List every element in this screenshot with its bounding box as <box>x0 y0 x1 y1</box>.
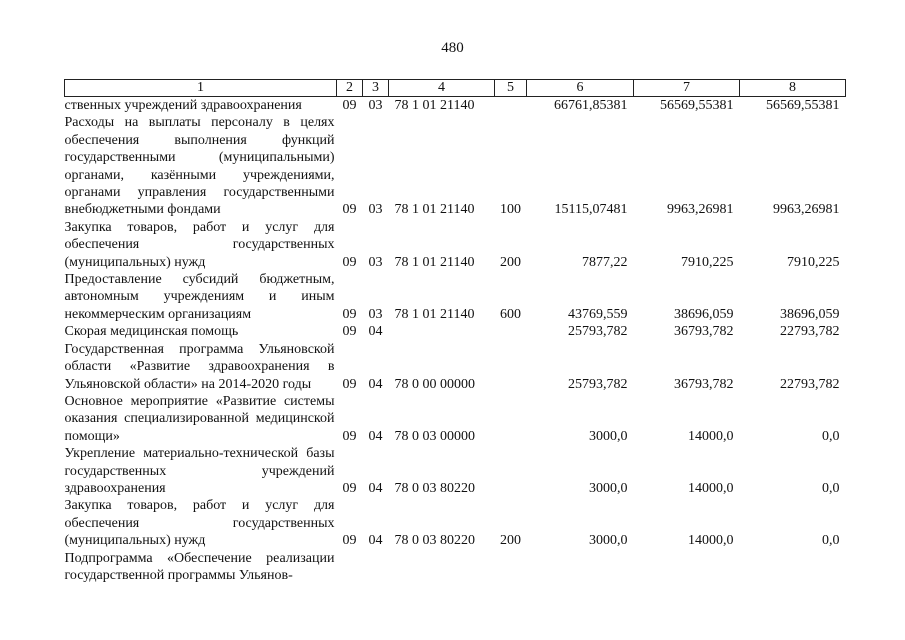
section-code: 09 <box>342 202 357 218</box>
column-header: 4 <box>389 80 495 97</box>
section-code: 09 <box>342 428 357 444</box>
target-code: 78 1 01 21140 <box>394 98 475 113</box>
table-row <box>65 97 846 115</box>
page-number: 480 <box>441 40 464 56</box>
amount-col-8: 0,0 <box>822 428 840 444</box>
table-row <box>65 323 846 340</box>
target-code: 78 1 01 21140 <box>394 202 475 218</box>
item-name: Закупка товаров, работ и услуг для обеспечения государственных (муниципальных) нужд <box>64 498 335 549</box>
amount-col-7: 36793,782 <box>674 376 734 392</box>
target-code: 78 1 01 21140 <box>394 306 475 322</box>
table-row <box>65 114 846 218</box>
item-name: Государственная программа Ульяновской области «Развитие здравоохранения в Ульяновской области» на 2014-2020 годы <box>64 341 335 392</box>
amount-col-7: 14000,0 <box>688 428 734 444</box>
amount-col-7: 14000,0 <box>688 480 734 496</box>
section-code: 09 <box>342 533 357 549</box>
target-code <box>389 550 495 585</box>
amount-col-7: 7910,225 <box>681 254 734 270</box>
section-code: 09 <box>342 324 357 340</box>
amount-col-6: 66761,85381 <box>554 98 628 113</box>
item-name: Скорая медицинская помощь <box>64 324 239 340</box>
expense-type-code: 100 <box>500 202 521 218</box>
section-code: 09 <box>342 98 357 113</box>
expense-type-code <box>495 323 527 340</box>
expense-type-code <box>495 97 527 115</box>
amount-col-6: 7877,22 <box>582 254 628 270</box>
header-row <box>65 80 846 97</box>
target-code: 78 0 03 00000 <box>394 428 475 444</box>
table-row <box>65 271 846 323</box>
column-header: 2 <box>337 80 363 97</box>
table-row <box>65 393 846 445</box>
amount-col-7: 36793,782 <box>674 324 734 340</box>
expense-type-code <box>495 550 527 585</box>
column-header: 5 <box>495 80 527 97</box>
subsection-code: 03 <box>368 98 383 113</box>
amount-col-8: 9963,26981 <box>773 202 840 218</box>
target-code: 78 0 00 00000 <box>394 376 475 392</box>
column-header: 8 <box>740 80 846 97</box>
expense-type-code <box>495 341 527 393</box>
target-code: 78 1 01 21140 <box>394 254 475 270</box>
subsection-code: 04 <box>368 480 383 496</box>
target-code <box>389 323 495 340</box>
table-row <box>65 445 846 497</box>
table-row <box>65 550 846 585</box>
amount-col-8: 22793,782 <box>780 324 840 340</box>
item-name: Подпрограмма «Обеспечение реализации государственной программы Ульянов- <box>64 550 335 583</box>
item-name: Предоставление субсидий бюджетным, автономным учреждениям и иным некоммерческим организациям <box>64 272 335 322</box>
item-name: ственных учреждений здравоохранения <box>64 98 302 113</box>
item-name: Закупка товаров, работ и услуг для обеспечения государственных (муниципальных) нужд <box>64 219 335 270</box>
subsection-code: 03 <box>368 202 383 218</box>
amount-col-7: 9963,26981 <box>667 202 734 218</box>
column-header: 3 <box>363 80 389 97</box>
amount-col-8: 0,0 <box>822 480 840 496</box>
table-row <box>65 341 846 393</box>
amount-col-8: 7910,225 <box>787 254 840 270</box>
amount-col-8: 38696,059 <box>780 306 840 322</box>
item-name: Укрепление материально-технической базы государственных учреждений здравоохранения <box>64 446 335 496</box>
section-code: 09 <box>342 480 357 496</box>
expense-type-code: 200 <box>500 533 521 549</box>
expense-type-code <box>495 445 527 497</box>
column-header: 6 <box>527 80 634 97</box>
amount-col-6: 25793,782 <box>568 324 628 340</box>
target-code: 78 0 03 80220 <box>394 480 475 496</box>
budget-table <box>64 79 846 584</box>
amount-col-6: 25793,782 <box>568 376 628 392</box>
item-name: Основное мероприятие «Развитие системы оказания специализированной медицинской помощи» <box>64 393 335 444</box>
amount-col-6 <box>527 550 634 585</box>
amount-col-7: 56569,55381 <box>660 98 734 113</box>
section-code: 09 <box>342 306 357 322</box>
amount-col-6: 43769,559 <box>568 306 628 322</box>
subsection-code <box>363 550 389 585</box>
item-name: Расходы на выплаты персоналу в целях обеспечения выполнения функций государственными (муниципальными) органами, казёнными учреждениями, органами управления государственными внебюджетными фондами <box>64 115 335 218</box>
section-code: 09 <box>342 254 357 270</box>
section-code: 09 <box>342 376 357 392</box>
amount-col-8 <box>740 550 846 585</box>
amount-col-8: 56569,55381 <box>766 98 840 113</box>
expense-type-code: 200 <box>500 254 521 270</box>
amount-col-6: 3000,0 <box>589 533 628 549</box>
subsection-code: 03 <box>368 306 383 322</box>
section-code <box>337 550 363 585</box>
target-code: 78 0 03 80220 <box>394 533 475 549</box>
subsection-code: 04 <box>368 376 383 392</box>
subsection-code: 04 <box>368 533 383 549</box>
expense-type-code <box>495 393 527 445</box>
column-header: 1 <box>65 80 337 97</box>
amount-col-6: 3000,0 <box>589 428 628 444</box>
table-row <box>65 497 846 549</box>
column-header: 7 <box>634 80 740 97</box>
expense-type-code: 600 <box>500 306 521 322</box>
amount-col-8: 22793,782 <box>780 376 840 392</box>
amount-col-7: 38696,059 <box>674 306 734 322</box>
subsection-code: 03 <box>368 254 383 270</box>
amount-col-7: 14000,0 <box>688 533 734 549</box>
subsection-code: 04 <box>368 324 383 340</box>
subsection-code: 04 <box>368 428 383 444</box>
amount-col-6: 3000,0 <box>589 480 628 496</box>
amount-col-6: 15115,07481 <box>554 202 628 218</box>
amount-col-7 <box>634 550 740 585</box>
table-row <box>65 219 846 271</box>
amount-col-8: 0,0 <box>822 533 840 549</box>
